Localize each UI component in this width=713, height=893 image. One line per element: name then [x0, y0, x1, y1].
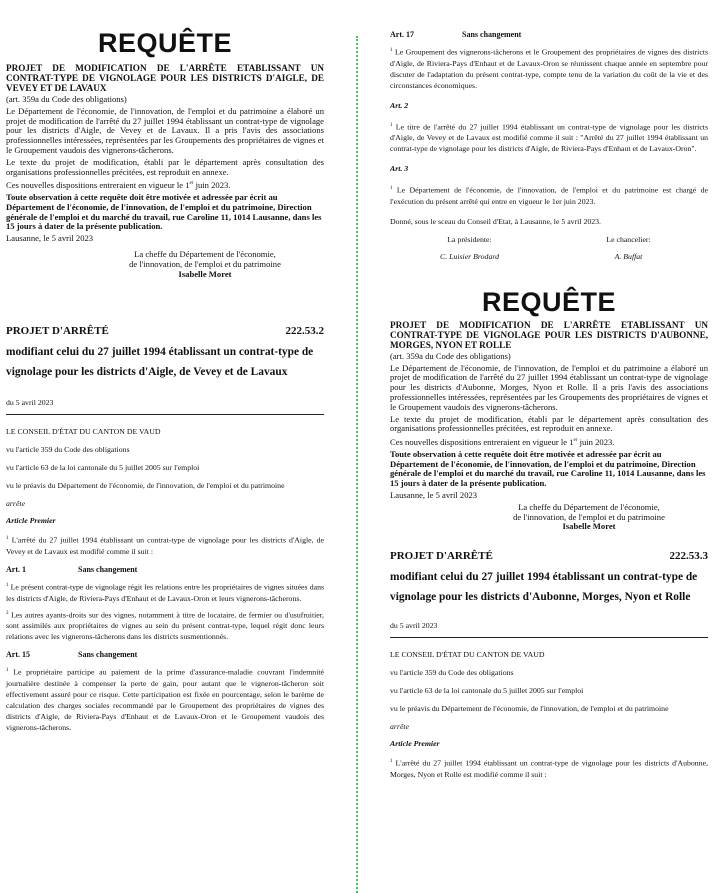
signature-name: Isabelle Moret: [178, 268, 232, 279]
article-text-body: Le présent contrat-type de vignolage régit les relations entre les propriétaires de vignes situées dans les districts d'Aigle, de Riviera-Pays d'Enhaut et de Lavaux-Oron et leurs vignerons-tâcherons.: [6, 582, 324, 603]
article-text: $^1$ L'arrêté du 27 juillet 1994 établissant un contrat-type de vignolage pour les districts d'Aubonne, Morges, Nyon et Rolle est modifié comme il suit :: [390, 758, 709, 779]
signature-line: de l'innovation, de l'emploi et du patrimoine: [129, 258, 281, 269]
signature-line: de l'innovation, de l'emploi et du patrimoine: [513, 511, 665, 522]
article-number: Art. 1: [6, 565, 26, 574]
projet-number: 222.53.3: [669, 550, 708, 563]
article-text-body: Le titre de l'arrêté du 27 juillet 1994 établissant un contrat-type de vignolage pour les districts d'Aigle, de Vevey et de Lavaux est modifié comme il suit : "Arrêté du 27 juillet 1994 établissant un contrat-type de vignolage pour les districts d'Aigle, de Riviera-Pays d'Enhaut et de Lavaux-Oron".: [390, 122, 708, 154]
article-text: $^1$ Le présent contrat-type de vignolage régit les relations entre les propriétaires de vignes situées dans les districts d'Aigle, de Riviera-Pays d'Enhaut et de Lavaux-Oron et leurs vignerons-tâcherons.: [6, 582, 324, 603]
signatory-labels: [390, 235, 708, 244]
article-text: $^1$ Le propriétaire participe au paiement de la prime d'assurance-maladie couvrant l'indemnité journalière destinée à compenser la perte de gain, pour autant que le vigneron-tâcheron soit effectivement assuré pour ce risque. Cette participation est fixée en pourcentage, selon le barème de calculation des charges sociales recommandé par le Groupement des propriétaires de vignes des districts d'Aigle, de Riviera-Pays d'Enhaut et de Lavaux-Oron et le Groupement vaudois des vignerons-tâcherons.: [6, 667, 325, 732]
article-text-body: Le Département de l'économie, de l'innovation, de l'emploi et du patrimoine est chargé de l'exécution du présent arrêté qui entre en vigueur le 1er juin 2023.: [390, 185, 708, 206]
article-heading: [6, 565, 324, 574]
section-rule: [6, 414, 324, 415]
left-column: [6, 0, 324, 733]
president-name: C. Luisier Brodard: [440, 251, 499, 261]
arrete-word: arrête: [390, 722, 410, 732]
projet-label: PROJET D'ARRÊTÉ: [6, 325, 109, 338]
vigueur-sup: er: [573, 438, 578, 444]
vu-line: vu le préavis du Département de l'économie, de l'innovation, de l'emploi et du patrimoine: [6, 481, 285, 491]
projet-number: 222.53.2: [285, 325, 324, 338]
article-text: $^1$ Le Département de l'économie, de l'innovation, de l'emploi et du patrimoine est chargé de l'exécution du présent arrêté qui entre en vigueur le 1er juin 2023.: [390, 185, 708, 206]
requete-title: PROJET DE MODIFICATION DE L'ARRÊTE ETABLISSANT UN CONTRAT-TYPE DE VIGNOLAGE POUR LES DISTRICTS D'AUBONNE, MORGES, NYON ET ROLLE: [390, 319, 708, 350]
article-heading: Art. 2: [390, 100, 409, 110]
article-status: Sans changement: [78, 650, 138, 660]
projet-title: modifiant celui du 27 juillet 1994 établissant un contrat-type de vignolage pour les districts d'Aigle, de Vevey et de Lavaux: [6, 346, 314, 378]
requete-vigueur: [6, 179, 324, 191]
signatory-names: [390, 252, 708, 261]
donne-line: Donné, sous le sceau du Conseil d'Etat, à Lausanne, le 5 avril 2023.: [390, 216, 602, 226]
council-heading: LE CONSEIL D'ÉTAT DU CANTON DE VAUD: [390, 650, 545, 660]
right-column: [390, 0, 708, 780]
council-heading: LE CONSEIL D'ÉTAT DU CANTON DE VAUD: [6, 427, 161, 437]
vigueur-text: Ces nouvelles dispositions entreraient en vigueur le 1: [390, 437, 574, 448]
article-text-body: Le propriétaire participe au paiement de la prime d'assurance-maladie couvrant l'indemnité journalière destinée à compenser la perte de gain, pour autant que le vigneron-tâcheron soit effectivement assuré pour ce risque. Cette participation est fixée en pourcentage, selon le barème de calculation des charges sociales recommandé par le Groupement des propriétaires de vignes des districts d'Aigle, de Riviera-Pays d'Enhaut et de Lavaux-Oron et le Groupement vaudois des vignerons-tâcherons.: [6, 667, 325, 732]
requete-ref: (art. 359a du Code des obligations): [6, 94, 127, 104]
article-status: Sans changement: [462, 30, 522, 39]
article-text-body: Les autres ayants-droits sur des vignes, notamment à titre de locataire, de fermier ou d'usufruitier, sont assimilés aux propriétaires de vignes au sein du présent contrat-type, lequel régit donc leurs relations avec les vignerons-tâcherons dans les districts susmentionnés.: [6, 610, 325, 642]
article-premier: Article Premier: [6, 516, 56, 526]
vigueur-sup: er: [189, 181, 194, 187]
vu-line: vu le préavis du Département de l'économie, de l'innovation, de l'emploi et du patrimoine: [390, 704, 669, 714]
article-heading: Art. 3: [390, 164, 409, 174]
chancellor-name: A. Buffat: [614, 251, 643, 261]
arrete-word: arrête: [6, 499, 26, 509]
requete-paragraph: Le texte du projet de modification, établi par le département après consultation des organisations professionnelles précitées, est reproduit en annexe.: [390, 413, 708, 434]
projet-title: modifiant celui du 27 juillet 1994 établissant un contrat-type de vignolage pour les districts d'Aubonne, Morges, Nyon et Rolle: [390, 571, 698, 603]
vigueur-text-end: juin 2023.: [193, 180, 231, 191]
vu-line: vu l'article 63 de la loi cantonale du 5 juillet 2005 sur l'emploi: [390, 686, 584, 696]
vu-line: vu l'article 63 de la loi cantonale du 5 juillet 2005 sur l'emploi: [6, 463, 200, 473]
article-text-body: L'arrêté du 27 juillet 1994 établissant un contrat-type de vignolage pour les districts d'Aigle, de Vevey et de Lavaux est modifié comme il suit :: [6, 536, 324, 556]
vigueur-text-end: juin 2023.: [577, 437, 615, 448]
requete-notice-aubonne: [390, 287, 708, 532]
requete-paragraph: Le Département de l'économie, de l'innovation, de l'emploi et du patrimoine a élaboré un projet de modification de l'arrêté du 27 juillet 1994 établissant un contrat-type de vignolage pour les districts d'Aigle, de Vevey et de Lavaux. Il a pris l'avis des associations professionnelles intéressées, représentées par les Groupements des propriétaires de vignes et le Groupement vaudois des vignerons-tâcherons.: [6, 105, 324, 155]
article-number: Art. 17: [390, 30, 414, 39]
vu-line: vu l'article 359 du Code des obligations: [390, 668, 514, 678]
article-number: Art. 15: [6, 650, 30, 660]
projet-date: du 5 avril 2023: [390, 621, 438, 631]
requete-vigueur: [390, 436, 708, 448]
signature-line: La cheffe du Département de l'économie,: [134, 249, 276, 260]
requete-place-date: Lausanne, le 5 avril 2023: [6, 233, 94, 244]
vu-line: vu l'article 359 du Code des obligations: [6, 445, 130, 455]
article-text: $^1$ Le Groupement des vignerons-tâcherons et le Groupement des propriétaires de vignes des districts d'Aigle, de Riviera-Pays d'Enhaut et de Lavaux-Oron se réunissent chaque année en septembre pour discuter de l'adaptation du présent contrat-type, compte tenu de la variation du coût de la vie et des circonstances économiques.: [390, 47, 708, 90]
requete-observation: Toute observation à cette requête doit être motivée et adressée par écrit au Département de l'économie, de l'innovation, de l'emploi et du patrimoine, Direction générale de l'emploi et du marché du travail, rue Caroline 11, 1014 Lausanne, dans les 15 jours à dater de la présente publication.: [6, 192, 322, 232]
chancellor-label: Le chancelier:: [606, 234, 651, 244]
section-rule: [390, 637, 708, 638]
article-heading: [390, 30, 708, 39]
president-label: La présidente:: [447, 234, 492, 244]
projet-label: PROJET D'ARRÊTÉ: [390, 550, 493, 563]
article-text: $^1$ Le titre de l'arrêté du 27 juillet 1994 établissant un contrat-type de vignolage pour les districts d'Aigle, de Vevey et de Lavaux est modifié comme il suit : "Arrêté du 27 juillet 1994 établissant un contrat-type de vignolage pour les districts d'Aigle, de Riviera-Pays d'Enhaut et de Lavaux-Oron".: [390, 122, 708, 154]
requete-title: PROJET DE MODIFICATION DE L'ARRÊTE ETABLISSANT UN CONTRAT-TYPE DE VIGNOLAGE POUR LES DISTRICTS D'AIGLE, DE VEVEY ET DE LAVAUX: [6, 63, 324, 93]
requete-notice-aigle: [6, 28, 324, 279]
requete-place-date: Lausanne, le 5 avril 2023: [390, 490, 478, 500]
projet-arrete-aubonne: [390, 550, 708, 780]
column-divider: [356, 36, 358, 893]
article-text: $^1$ L'arrêté du 27 juillet 1994 établissant un contrat-type de vignolage pour les districts d'Aigle, de Vevey et de Lavaux est modifié comme il suit :: [6, 536, 324, 556]
article-text-body: L'arrêté du 27 juillet 1994 établissant un contrat-type de vignolage pour les districts d'Aubonne, Morges, Nyon et Rolle est modifié comme il suit :: [390, 758, 709, 779]
article-status: Sans changement: [78, 565, 138, 574]
signature-name: Isabelle Moret: [562, 521, 616, 532]
vigueur-text: Ces nouvelles dispositions entreraient en vigueur le 1: [6, 180, 190, 191]
article-text-body: Le Groupement des vignerons-tâcherons et le Groupement des propriétaires de vignes des districts d'Aigle, de Riviera-Pays d'Enhaut et de Lavaux-Oron se réunissent chaque année en septembre pour discuter de l'adaptation du présent contrat-type, compte tenu de la variation du coût de la vie et des circonstances économiques.: [390, 47, 708, 90]
signature-line: La cheffe du Département de l'économie,: [518, 501, 660, 512]
article-premier: Article Premier: [390, 739, 440, 749]
requete-ref: (art. 359a du Code des obligations): [390, 350, 511, 361]
article-heading: [6, 650, 324, 659]
requete-heading: REQUÊTE: [481, 286, 617, 317]
requete-paragraph: Le texte du projet de modification, établi par le département après consultation des organisations professionnelles précitées, est reproduit en annexe.: [6, 156, 324, 177]
requete-observation: Toute observation à cette requête doit être motivée et adressée par écrit au Département de l'économie, de l'innovation, de l'emploi et du patrimoine, Direction générale de l'emploi et du marché du travail, rue Caroline 11, 1014 Lausanne, dans les 15 jours à dater de la présente publication.: [390, 448, 706, 489]
projet-arrete-aigle: [6, 325, 324, 732]
projet-aigle-continuation: [390, 30, 708, 261]
article-text: $^2$ Les autres ayants-droits sur des vignes, notamment à titre de locataire, de fermier ou d'usufruitier, sont assimilés aux propriétaires de vignes au sein du présent contrat-type, lequel régit donc leurs relations avec les vignerons-tâcherons dans les districts susmentionnés.: [6, 610, 325, 642]
projet-header: [6, 325, 324, 337]
projet-header: [390, 550, 708, 562]
projet-date: du 5 avril 2023: [6, 398, 54, 408]
requete-heading: REQUÊTE: [97, 28, 233, 58]
requete-paragraph: Le Département de l'économie, de l'innovation, de l'emploi et du patrimoine a élaboré un projet de modification de l'arrêté du 27 juillet 1994 établissant un contrat-type de vignolage pour les districts d'Aubonne, Morges, Nyon et Rolle. Il a pris l'avis des associations professionnelles intéressées, représentées par les Groupements des propriétaires de vignes et le Groupement vaudois des vignerons-tâcherons.: [390, 362, 708, 412]
